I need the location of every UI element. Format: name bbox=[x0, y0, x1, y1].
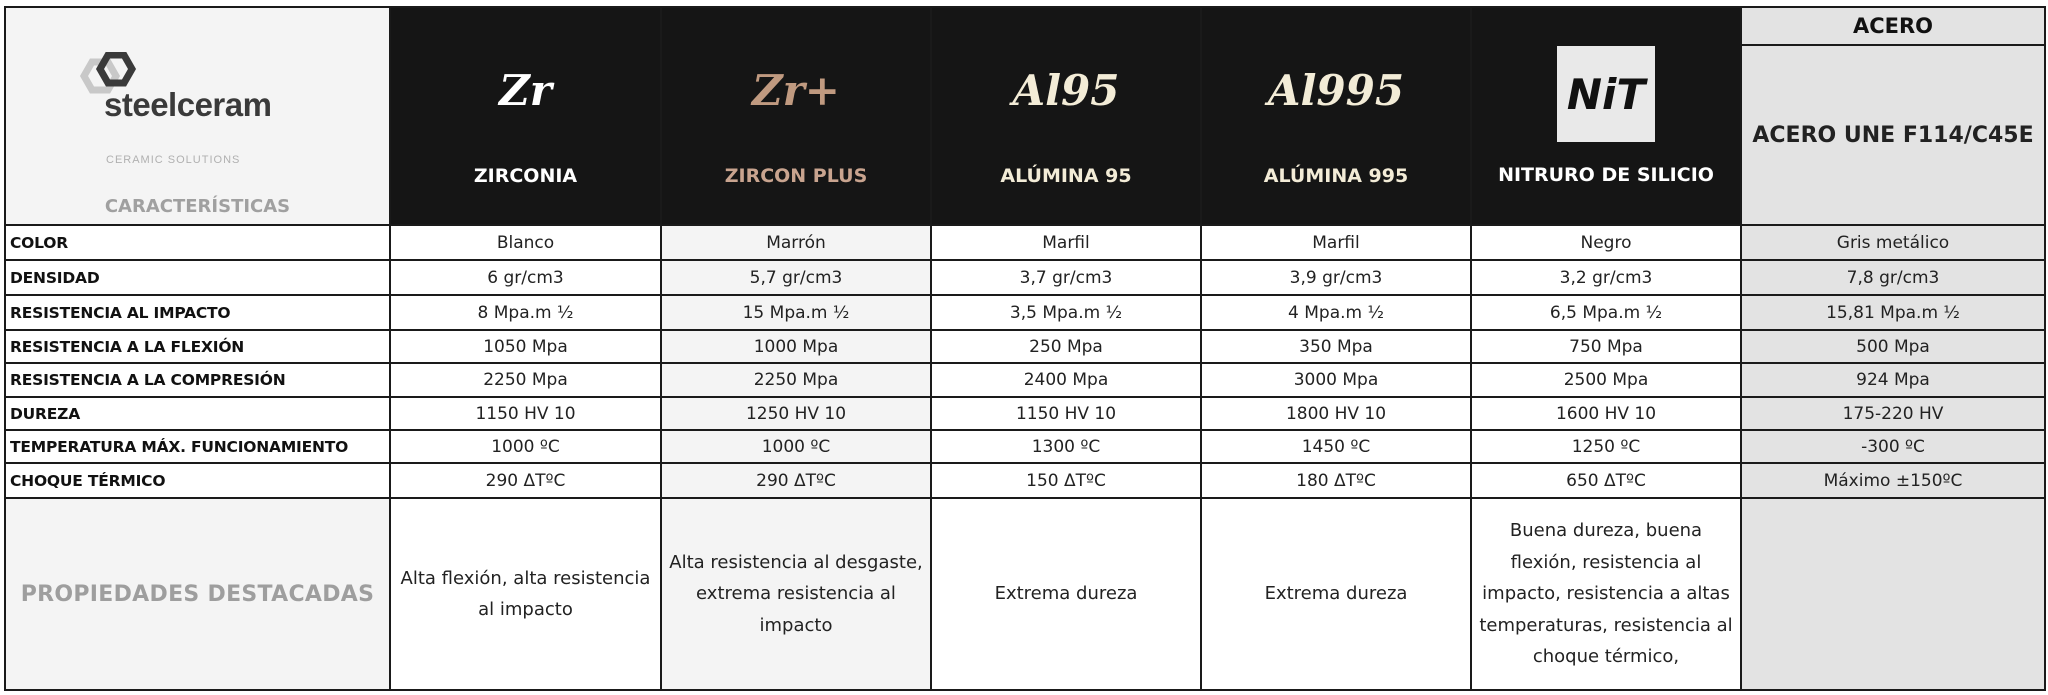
row-label: RESISTENCIA A LA COMPRESIÓN bbox=[5, 363, 390, 397]
brand-name: steelceram bbox=[104, 86, 272, 123]
table-cell: Marrón bbox=[661, 225, 931, 260]
table-cell: 1600 HV 10 bbox=[1471, 397, 1741, 430]
table-cell: 3,2 gr/cm3 bbox=[1471, 260, 1741, 295]
table-cell: 175-220 HV bbox=[1741, 397, 2045, 430]
row-label: TEMPERATURA MÁX. FUNCIONAMIENTO bbox=[5, 430, 390, 463]
material-symbol: Zr+ bbox=[752, 65, 840, 115]
table-cell: -300 ºC bbox=[1741, 430, 2045, 463]
material-name: ZIRCON PLUS bbox=[724, 165, 868, 187]
table-cell: 250 Mpa bbox=[931, 330, 1201, 363]
table-cell: 350 Mpa bbox=[1201, 330, 1471, 363]
material-header-alumina-995 bbox=[1201, 7, 1471, 225]
table-cell: 1000 ºC bbox=[390, 430, 661, 463]
material-name: ALÚMINA 995 bbox=[1263, 165, 1409, 187]
table-cell: 1000 Mpa bbox=[661, 330, 931, 363]
table-cell: 1250 HV 10 bbox=[661, 397, 931, 430]
table-cell: 1800 HV 10 bbox=[1201, 397, 1471, 430]
row-label: RESISTENCIA AL IMPACTO bbox=[5, 295, 390, 330]
material-name: ALÚMINA 95 bbox=[1000, 165, 1132, 187]
material-symbol: NiT bbox=[1566, 69, 1646, 119]
materials-comparison-table bbox=[4, 6, 2046, 691]
row-label: CHOQUE TÉRMICO bbox=[5, 463, 390, 498]
row-label: DENSIDAD bbox=[5, 260, 390, 295]
table-row bbox=[5, 260, 2045, 295]
table-cell: 1250 ºC bbox=[1471, 430, 1741, 463]
material-header-alumina-95 bbox=[931, 7, 1201, 225]
table-cell: 1150 HV 10 bbox=[931, 397, 1201, 430]
nit-logo-badge bbox=[1557, 46, 1655, 142]
table-cell: 4 Mpa.m ½ bbox=[1201, 295, 1471, 330]
row-label: DUREZA bbox=[5, 397, 390, 430]
table-cell: 2250 Mpa bbox=[661, 363, 931, 397]
properties-cell: Extrema dureza bbox=[931, 498, 1201, 690]
table-cell: 1450 ºC bbox=[1201, 430, 1471, 463]
table-cell: Negro bbox=[1471, 225, 1741, 260]
table-cell: Gris metálico bbox=[1741, 225, 2045, 260]
table-cell: 750 Mpa bbox=[1471, 330, 1741, 363]
properties-cell: Alta flexión, alta resistencia al impacto bbox=[390, 498, 661, 690]
table-cell: 3,7 gr/cm3 bbox=[931, 260, 1201, 295]
table-cell: 1300 ºC bbox=[931, 430, 1201, 463]
table-row bbox=[5, 397, 2045, 430]
material-header-zirconia bbox=[390, 7, 661, 225]
table-cell: 1150 HV 10 bbox=[390, 397, 661, 430]
row-label: RESISTENCIA A LA FLEXIÓN bbox=[5, 330, 390, 363]
table-cell: 290 ΔTºC bbox=[390, 463, 661, 498]
table-row-properties bbox=[5, 498, 2045, 690]
table-cell: 2400 Mpa bbox=[931, 363, 1201, 397]
table-row bbox=[5, 463, 2045, 498]
properties-cell: Alta resistencia al desgaste, extrema resistencia al impacto bbox=[661, 498, 931, 690]
table-row bbox=[5, 363, 2045, 397]
material-header-nitruro bbox=[1471, 7, 1741, 225]
table-cell: 8 Mpa.m ½ bbox=[390, 295, 661, 330]
table-cell: 15 Mpa.m ½ bbox=[661, 295, 931, 330]
table-cell: 6 gr/cm3 bbox=[390, 260, 661, 295]
table-row bbox=[5, 330, 2045, 363]
table-row bbox=[5, 225, 2045, 260]
table-cell: 6,5 Mpa.m ½ bbox=[1471, 295, 1741, 330]
table-cell: 180 ΔTºC bbox=[1201, 463, 1471, 498]
material-symbol: Zr bbox=[499, 65, 552, 115]
material-symbol: Al995 bbox=[1267, 65, 1405, 115]
table-cell: 2500 Mpa bbox=[1471, 363, 1741, 397]
material-name: ZIRCONIA bbox=[473, 165, 578, 187]
comparison-table-frame bbox=[4, 6, 2044, 691]
table-cell: Máximo ±150ºC bbox=[1741, 463, 2045, 498]
row-label: COLOR bbox=[5, 225, 390, 260]
table-cell: 924 Mpa bbox=[1741, 363, 2045, 397]
table-cell: 5,7 gr/cm3 bbox=[661, 260, 931, 295]
table-cell: 500 Mpa bbox=[1741, 330, 2045, 363]
table-cell: 1000 ºC bbox=[661, 430, 931, 463]
properties-cell: Buena dureza, buena flexión, resistencia al impacto, resistencia a altas temperaturas, resistencia al choque térmico, bbox=[1471, 498, 1741, 690]
material-header-zircon-plus bbox=[661, 7, 931, 225]
table-cell: 650 ΔTºC bbox=[1471, 463, 1741, 498]
properties-label: PROPIEDADES DESTACADAS bbox=[5, 498, 390, 690]
table-cell: 15,81 Mpa.m ½ bbox=[1741, 295, 2045, 330]
properties-cell: Extrema dureza bbox=[1201, 498, 1471, 690]
table-cell: 7,8 gr/cm3 bbox=[1741, 260, 2045, 295]
material-symbol: Al95 bbox=[1012, 65, 1120, 115]
table-cell: Blanco bbox=[390, 225, 661, 260]
table-cell: 2250 Mpa bbox=[390, 363, 661, 397]
table-cell: 3000 Mpa bbox=[1201, 363, 1471, 397]
table-cell: 290 ΔTºC bbox=[661, 463, 931, 498]
table-cell: 150 ΔTºC bbox=[931, 463, 1201, 498]
table-row bbox=[5, 430, 2045, 463]
table-cell: 3,9 gr/cm3 bbox=[1201, 260, 1471, 295]
table-cell: 1050 Mpa bbox=[390, 330, 661, 363]
properties-cell bbox=[1741, 498, 2045, 690]
steel-group-header: ACERO bbox=[1741, 7, 2045, 45]
brand-tagline: CERAMIC SOLUTIONS bbox=[106, 154, 241, 166]
table-cell: Marfil bbox=[931, 225, 1201, 260]
table-row bbox=[5, 295, 2045, 330]
material-name: NITRURO DE SILICIO bbox=[1498, 164, 1714, 186]
table-cell: Marfil bbox=[1201, 225, 1471, 260]
characteristics-label: CARACTERÍSTICAS bbox=[104, 196, 291, 217]
material-header-steel: ACERO UNE F114/C45E bbox=[1741, 45, 2045, 225]
table-cell: 3,5 Mpa.m ½ bbox=[931, 295, 1201, 330]
logo-cell bbox=[5, 7, 390, 225]
